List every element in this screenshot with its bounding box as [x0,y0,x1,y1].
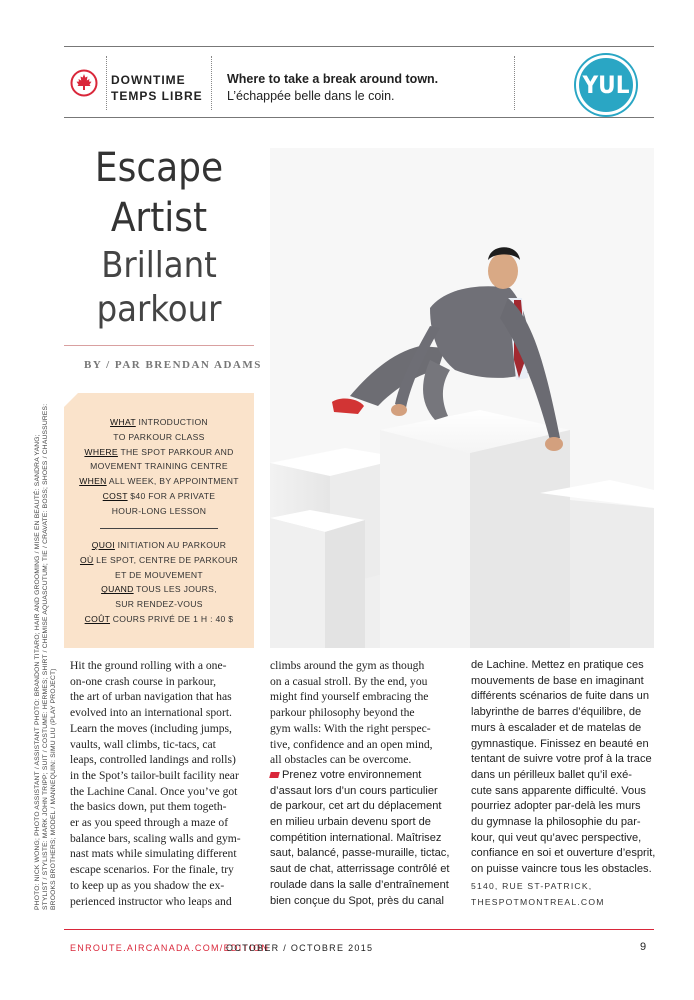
text-line-content: balance bars, scaling walls and gym- [70,831,241,845]
text-line [471,752,657,768]
text-line [471,689,657,705]
text-line-content: the Lachine Canal. Once you’ve got [70,784,238,798]
text-line [270,768,456,784]
headline-en [64,145,254,241]
text-line [270,674,456,690]
text-line-content: tentant de suivre votre prof à la trace [471,753,652,766]
text-line [471,862,657,878]
info-line [64,612,254,626]
pencil-icon [269,772,280,778]
tagline-fr: L’échappée belle dans le coin. [227,89,395,103]
tagline-en: Where to take a break around town. [227,72,439,86]
info-key: COST [102,491,128,501]
info-key: WHERE [84,446,118,457]
header-bottom-rule [64,117,654,118]
info-value: SUR RENDEZ-VOUS [115,599,203,610]
text-line-content: the art of urban navigation that has [70,690,232,704]
text-line [70,689,255,705]
text-line [70,846,255,862]
text-line [471,784,657,800]
text-line-content: tive, confidence and an open mind, [270,737,433,751]
footer-rule [64,929,654,930]
photo-credit-line1: PHOTO: NICK WONG; PHOTO ASSISTANT / ASSISTANT PHOTO: BRANDON TITARO; HAIR AND GROOMING / MISE EN BEAUTÉ: SANDRA YANG; [34,434,41,910]
text-line-content: on-one crash course in parkour, [70,674,217,688]
header-divider-left [106,56,107,110]
text-line-content: d’assaut lors d’un cours particulier [270,784,438,797]
text-line-content: might find yourself embracing the [270,690,429,704]
header-top-rule [64,46,654,47]
body-column-3-text [471,658,657,878]
text-line-content: saut, balancé, passe-muraille, tictac, [270,847,450,860]
hero-photo [270,148,654,648]
info-value: ALL WEEK, BY APPOINTMENT [106,476,239,487]
text-line-content: de parkour, cet art du déplacement [270,800,442,813]
parkour-photo-illustration [270,148,654,648]
text-line-content: on puisse vaincre tous les obstacles. [471,863,652,876]
text-line [471,831,657,847]
info-line [64,474,254,488]
text-line [471,846,657,862]
text-line [70,674,255,690]
text-line [270,784,456,800]
text-line-content: vaults, wall climbs, tic-tacs, cat [70,737,216,751]
photo-credit [34,403,57,910]
text-line [70,878,255,894]
info-line [64,553,254,567]
info-value: HOUR-LONG LESSON [111,505,207,516]
info-value: THE SPOT PARKOUR AND [117,446,234,457]
byline: BY / PAR BRENDAN ADAMS [84,359,262,371]
text-line [70,737,255,753]
text-line [270,846,456,862]
text-line [270,658,456,674]
text-line-content: evolved into an international sport. [70,706,232,720]
text-line-content: gymnastique. Finissez en beauté en [471,737,649,750]
byline-rule [64,345,254,346]
text-line [70,721,255,737]
text-line-content: cute sans apparente difficulté. Vous [471,784,646,797]
text-line [70,768,255,784]
headline-fr-line1: Brillant [101,245,217,286]
info-line [64,504,254,518]
text-line-content: all obstacles can be overcome. [270,753,412,767]
info-value: INITIATION AU PARKOUR [114,540,227,550]
text-line-content: leaps, controlled landings and rolls) [70,753,236,767]
text-line-content: nast mats while simulating different [70,847,237,861]
text-line [270,705,456,721]
section-title-en: DOWNTIME [111,73,186,87]
text-line [270,831,456,847]
text-line [270,878,456,894]
text-line-content: gym walls: With the right perspec- [270,721,431,735]
text-line-content: du gymnase la philosophie du par- [471,816,641,829]
headline-en-line1: Escape [94,145,224,191]
text-line [471,815,657,831]
text-line [471,768,657,784]
text-line [270,737,456,753]
info-line [64,538,254,552]
text-line [270,721,456,737]
info-line [64,489,254,503]
text-line-content: différents scénarios de fuite dans un [471,690,650,703]
text-line [471,721,657,737]
info-line [64,568,254,582]
text-line-content: bien conçue du Spot, près du canal [270,894,444,907]
text-line-content: murs à escalader et de matelas de [471,721,642,734]
text-line [471,658,657,674]
header-divider-mid [211,56,212,110]
maple-leaf-icon [70,69,98,97]
text-line [270,894,456,910]
info-box-divider [100,528,218,529]
text-line-content: the basics down, put them togeth- [70,800,227,814]
text-line-content: labyrinthe de barres d’équilibre, de [471,706,642,719]
info-value: TO PARKOUR CLASS [113,431,205,442]
footer-date: OCTOBER / OCTOBRE 2015 [226,943,374,953]
text-line-content: er as you speed through a maze of [70,816,229,830]
footer-url[interactable]: ENROUTE.AIRCANADA.COM/EDITION [70,943,270,953]
text-line [270,752,456,768]
info-key: WHAT [110,417,136,427]
text-line [70,705,255,721]
info-box-notch [64,393,78,407]
text-line [70,784,255,800]
text-line-content: pourriez adopter par-delà les murs [471,800,641,813]
info-key: QUOI [91,540,115,550]
text-line-content: dans un périlleux ballet qu’il exé- [471,768,632,781]
photo-credit-line2: STYLIST / STYLISTE: MARK JOHN TRIPP; SUIT / COSTUME: HERMES; SHIRT / CHEMISE AQUASCUTUM; TIE / CRAVATE: BOSS; SHOES / CHAUSSURES: [42,403,49,910]
info-key: WHEN [79,476,107,487]
body-column-2 [270,658,456,909]
text-line-content: on a casual stroll. By the end, you [270,674,428,688]
text-line [471,674,657,690]
text-line [471,799,657,815]
info-line [64,415,254,429]
headline-fr-line2: parkour [96,289,222,330]
text-line [471,737,657,753]
info-line [64,582,254,596]
text-line-content: to keep up as you shadow the ex- [70,878,225,892]
text-line-content: en milieu urbain devenu sport de [270,816,431,829]
city-badge: YUL [576,55,636,115]
info-value: LE SPOT, CENTRE DE PARKOUR [93,554,238,565]
address: 5140, RUE ST-PATRICK, [471,880,593,891]
body-column-3 [471,658,657,910]
info-line [64,430,254,444]
text-line-content: de Lachine. Mettez en pratique ces [471,659,644,671]
info-line [64,459,254,473]
text-line-content: climbs around the gym as though [270,659,425,672]
info-key: OÙ [79,554,94,565]
text-line [70,752,255,768]
headline-fr [64,246,254,330]
text-line-content: kour, qui veut qu’avec perspective, [471,831,642,844]
info-value: MOVEMENT TRAINING CENTRE [90,461,228,472]
text-line-content: roulade dans la salle d’entraînement [270,878,449,891]
text-line-content: compétition international. Maîtrisez [270,831,442,844]
headline-en-line2: Artist [110,195,208,241]
text-line-content: saut de chat, atterrissage contrôlé et [270,863,450,876]
info-value: INTRODUCTION [135,417,208,427]
text-line [70,799,255,815]
text-line [270,815,456,831]
info-value: ET DE MOUVEMENT [115,569,203,580]
text-line-content: Hit the ground rolling with a one- [70,659,227,672]
text-line-content: perienced instructor who leaps and [70,894,232,908]
info-line [64,597,254,611]
text-line [270,862,456,878]
info-line [64,445,254,459]
section-title-fr: TEMPS LIBRE [111,89,203,103]
info-value: TOUS LES JOURS, [133,584,217,595]
text-line-content: escape scenarios. For the finale, try [70,863,234,877]
text-line [70,894,255,910]
info-value: $40 FOR A PRIVATE [127,491,216,501]
info-value: COURS PRIVÉ DE 1 H : 40 $ [110,614,234,624]
text-line [270,799,456,815]
website-link[interactable]: THESPOTMONTREAL.COM [471,896,605,907]
text-line [471,705,657,721]
text-line [70,831,255,847]
text-line [270,689,456,705]
body-column-2-fr [270,768,456,909]
info-key: QUAND [101,584,134,595]
info-key: COÛT [84,614,111,624]
text-line [70,862,255,878]
text-line [70,815,255,831]
page-number: 9 [640,941,647,953]
text-line [70,658,255,674]
text-line-content: Learn the moves (including jumps, [70,721,232,735]
body-column-1 [70,658,255,909]
photo-credit-line3: BROOKS BROTHERS; MODEL / MANNEQUIN: SIMU LIU (PLAY PROJECT) [50,668,57,910]
body-column-2-en [270,658,456,768]
header-divider-right [514,56,515,110]
text-line-content: parkour philosophy beyond the [270,706,415,720]
text-line-content: confiance en soi et ouverture d’esprit, [471,847,656,860]
text-line-content: mouvements de base en imaginant [471,674,644,687]
text-line-content: in the Spot’s tailor-built facility near [70,768,239,782]
text-line-content: Prenez votre environnement [282,768,422,781]
